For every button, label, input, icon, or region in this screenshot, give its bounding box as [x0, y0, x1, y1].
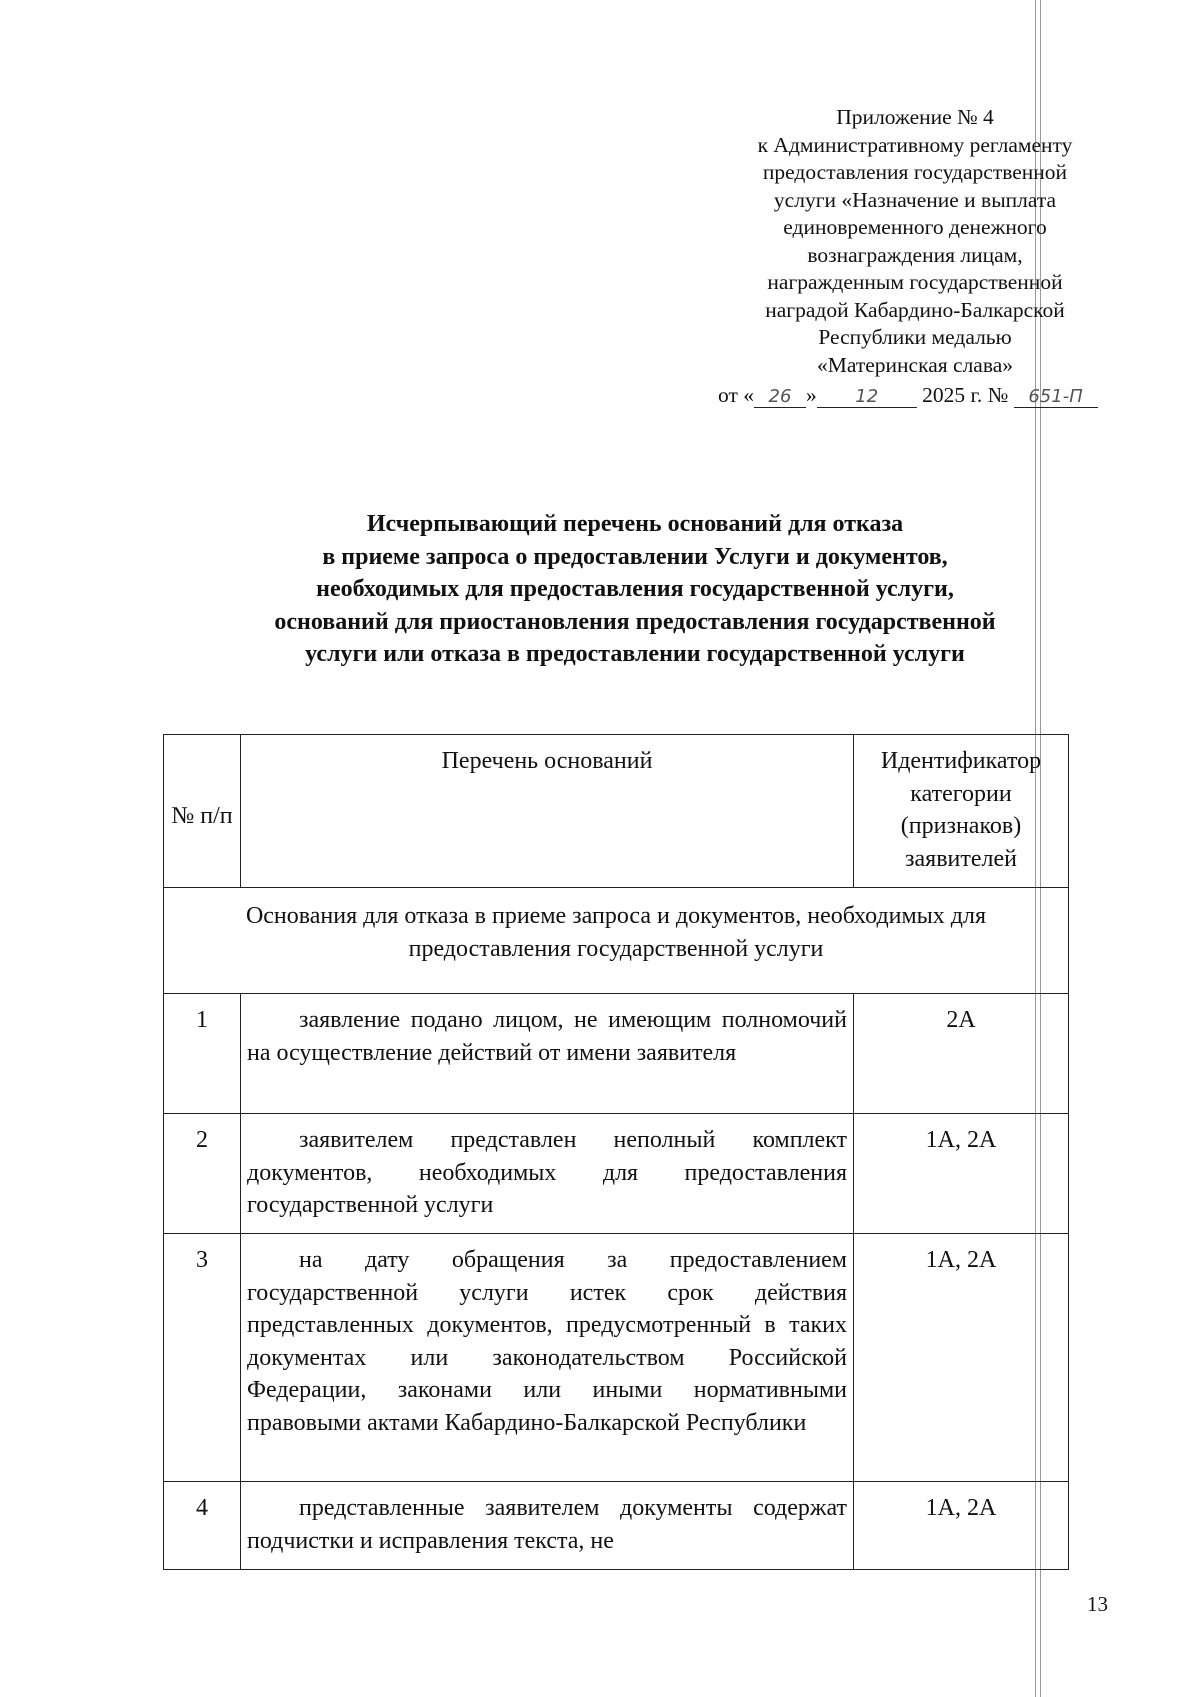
table-row [164, 1482, 1069, 1570]
row-text [241, 1114, 854, 1234]
header-num: № п/п [164, 735, 241, 888]
appendix-line: к Административному регламенту [757, 132, 1073, 157]
appendix-line: услуги «Назначение и выплата [773, 187, 1057, 212]
date-quote: » [806, 383, 817, 407]
appendix-line: наградой Кабардино-Балкарской [765, 297, 1065, 322]
row-text-content: на дату обращения за предоставлением государственной услуги истек срок действия представленных документов, предусмотренный в таких документах или законодательством Российской Федерации, законами или иными нормативными правовыми актами Кабардино-Балкарской Республики [247, 1247, 847, 1436]
title-line: оснований для приостановления предоставления государственной [274, 608, 996, 635]
appendix-line: Приложение № 4 [836, 105, 994, 129]
row-text-content: заявление подано лицом, не имеющим полномочий на осуществление действий от имени заявителя [247, 1007, 847, 1066]
row-id: 1А, 2А [854, 1482, 1069, 1570]
table-row [164, 994, 1069, 1114]
section-heading: Основания для отказа в приеме запроса и документов, необходимых для предоставления государственной услуги [164, 888, 1069, 994]
row-id: 1А, 2А [854, 1234, 1069, 1482]
row-num: 1 [164, 994, 241, 1114]
row-num: 4 [164, 1482, 241, 1570]
date-month: 12 [817, 387, 917, 408]
appendix-line: «Материнская слава» [817, 352, 1013, 377]
title-line: Исчерпывающий перечень оснований для отказа [366, 511, 904, 537]
number-label: № [987, 383, 1009, 407]
row-text [241, 994, 854, 1114]
date-day: 26 [754, 387, 806, 408]
row-num: 2 [164, 1114, 241, 1234]
row-text-content: заявителем представлен неполный комплект документов, необходимых для предоставления государственной услуги [247, 1127, 847, 1218]
appendix-line: награжденным государственной [767, 270, 1063, 294]
document-number: 651-П [1014, 387, 1098, 408]
row-id: 1А, 2А [854, 1114, 1069, 1234]
table-header-row [164, 735, 1069, 888]
page-number: 13 [1087, 1592, 1108, 1616]
appendix-line: Республики медалью [818, 325, 1012, 349]
date-year: 2025 г. [922, 383, 983, 407]
row-num: 3 [164, 1234, 241, 1482]
document-date-line [718, 383, 1138, 408]
document-title [170, 508, 1100, 671]
row-text-content: представленные заявителем документы содержат подчистки и исправления текста, не [247, 1495, 847, 1554]
title-line: необходимых для предоставления государственной услуги, [316, 576, 954, 602]
appendix-line: предоставления государственной [762, 160, 1068, 184]
table-section-row [164, 888, 1069, 994]
row-id: 2А [854, 994, 1069, 1114]
appendix-line: вознаграждения лицам, [807, 242, 1023, 267]
table-row [164, 1234, 1069, 1482]
table-row [164, 1114, 1069, 1234]
title-line: в приеме запроса о предоставлении Услуги и документов, [322, 543, 948, 570]
header-id: Идентификатор категории (признаков) заявителей [854, 735, 1069, 888]
appendix-header [690, 104, 1140, 379]
title-line: услуги или отказа в предоставлении государственной услуги [305, 641, 965, 667]
row-text [241, 1234, 854, 1482]
date-prefix: от « [718, 383, 754, 407]
appendix-line: единовременного денежного [783, 215, 1047, 239]
row-text [241, 1482, 854, 1570]
reasons-table [163, 734, 1069, 1570]
header-reasons: Перечень оснований [241, 735, 854, 888]
